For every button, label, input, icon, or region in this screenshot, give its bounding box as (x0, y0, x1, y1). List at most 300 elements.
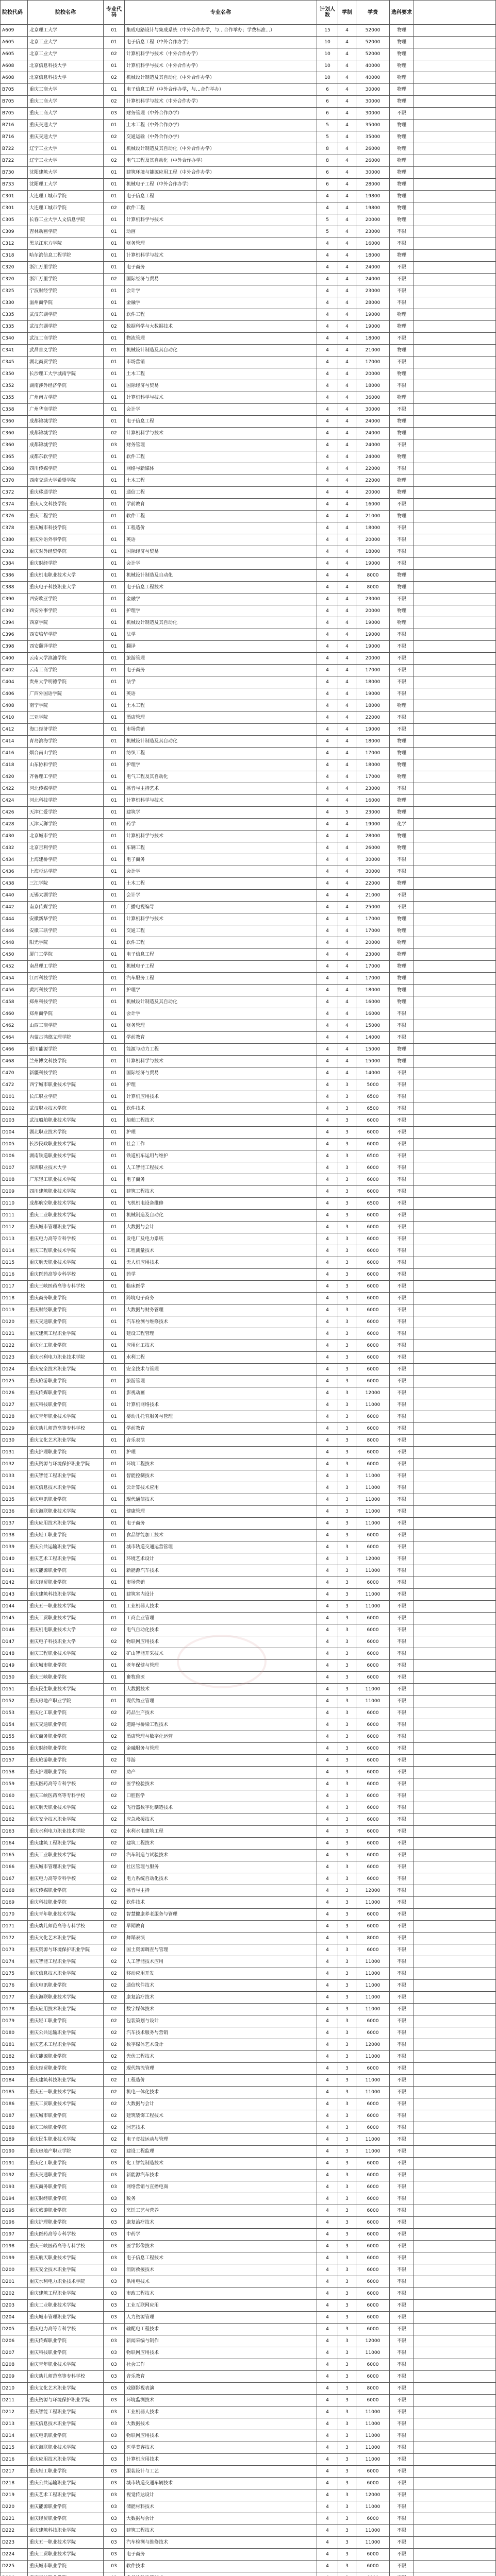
cell-major-code: 03 (104, 2276, 125, 2288)
cell-school-name: 湖南涉外经济学院 (28, 380, 104, 392)
cell-blank (414, 819, 496, 831)
cell-duration: 3 (338, 1423, 356, 1435)
table-row (1, 1790, 496, 1802)
cell-tuition: 6000 (356, 1304, 390, 1316)
cell-school-name: 重庆智能工程职业学院 (28, 1470, 104, 1482)
cell-plan-count: 4 (317, 1613, 338, 1624)
cell-tuition: 6000 (356, 1447, 390, 1459)
cell-subject-requirement: 物理 (390, 321, 414, 333)
cell-duration: 3 (338, 1352, 356, 1364)
cell-school-code: C396 (1, 629, 28, 641)
cell-school-code: D176 (1, 1980, 28, 1992)
cell-plan-count: 10 (317, 72, 338, 84)
cell-blank (414, 925, 496, 937)
cell-plan-count: 4 (317, 819, 338, 831)
header-school-code: 院校代码 (1, 1, 28, 25)
cell-plan-count: 4 (317, 1482, 338, 1494)
cell-tuition: 16000 (356, 499, 390, 511)
cell-duration: 4 (338, 665, 356, 676)
cell-school-code: C370 (1, 475, 28, 487)
cell-school-code: D215 (1, 2442, 28, 2454)
cell-plan-count: 4 (317, 1838, 338, 1850)
cell-major-name: 大数据与会计 (125, 1222, 317, 1233)
cell-blank (414, 238, 496, 250)
cell-major-name: 电子商务 (125, 1518, 317, 1530)
table-row (1, 2418, 496, 2430)
cell-major-name: 汽车技术服务与营销 (125, 2027, 317, 2039)
cell-plan-count: 4 (317, 2217, 338, 2229)
table-row (1, 1992, 496, 2004)
cell-major-code: 01 (104, 1601, 125, 1613)
cell-school-code: D211 (1, 2395, 28, 2406)
cell-blank (414, 2122, 496, 2134)
cell-tuition: 11000 (356, 1897, 390, 1909)
cell-school-code: B730 (1, 167, 28, 179)
cell-duration: 4 (338, 783, 356, 795)
cell-duration (338, 2572, 356, 2576)
cell-duration: 3 (338, 2051, 356, 2063)
cell-school-code: C454 (1, 973, 28, 985)
cell-plan-count: 4 (317, 1897, 338, 1909)
cell-major-name: 社会工作 (125, 1139, 317, 1150)
cell-plan-count: 4 (317, 1648, 338, 1660)
table-row (1, 700, 496, 712)
cell-subject-requirement: 物理 (390, 167, 414, 179)
cell-subject-requirement: 不限 (390, 2288, 414, 2300)
cell-school-name: 北京信息科技大学 (28, 72, 104, 84)
table-row (1, 1293, 496, 1304)
cell-major-name: 土木工程 (125, 368, 317, 380)
cell-blank (414, 1743, 496, 1755)
table-row (1, 108, 496, 120)
cell-tuition: 12000 (356, 1885, 390, 1897)
cell-school-code: D208 (1, 2359, 28, 2371)
cell-subject-requirement: 不限 (390, 783, 414, 795)
cell-blank (414, 1316, 496, 1328)
cell-school-name: 南京传媒学院 (28, 902, 104, 913)
cell-school-name: 重庆安全技术职业学院 (28, 1814, 104, 1826)
cell-school-name: 重庆工商大学 (28, 96, 104, 108)
cell-plan-count: 4 (317, 1399, 338, 1411)
cell-school-name: 重庆电讯职业学院 (28, 2430, 104, 2442)
cell-tuition: 23000 (356, 285, 390, 297)
cell-major-name: 计算机科学与技术 (125, 831, 317, 842)
cell-major-code: 01 (104, 724, 125, 736)
table-row (1, 1802, 496, 1814)
cell-school-name: 北京城市学院 (28, 831, 104, 842)
cell-blank (414, 357, 496, 368)
cell-plan-count: 4 (317, 771, 338, 783)
cell-duration: 3 (338, 2193, 356, 2205)
table-row (1, 191, 496, 202)
cell-school-code: C398 (1, 641, 28, 653)
cell-plan-count: 4 (317, 368, 338, 380)
cell-major-code: 01 (104, 795, 125, 807)
cell-major-name: 智能控制技术 (125, 1470, 317, 1482)
cell-tuition: 6000 (356, 1530, 390, 1541)
cell-blank (414, 1245, 496, 1257)
cell-duration: 3 (338, 1778, 356, 1790)
cell-major-name: 建设工程管理 (125, 1328, 317, 1340)
cell-subject-requirement: 不限 (390, 1850, 414, 1861)
cell-plan-count: 4 (317, 1980, 338, 1992)
cell-major-code: 02 (104, 1814, 125, 1826)
cell-subject-requirement: 物理 (390, 191, 414, 202)
cell-plan-count: 4 (317, 2335, 338, 2347)
cell-major-code: 03 (104, 2489, 125, 2501)
cell-major-code: 03 (104, 2335, 125, 2347)
cell-school-name: 三亚学院 (28, 712, 104, 724)
cell-major-name: 护理 (125, 1079, 317, 1091)
cell-school-code: C301 (1, 191, 28, 202)
cell-school-code: D105 (1, 1139, 28, 1150)
table-row (1, 1696, 496, 1707)
cell-major-name: 铁道机车运用与维护 (125, 1150, 317, 1162)
cell-school-code: C341 (1, 345, 28, 357)
cell-school-code: C406 (1, 688, 28, 700)
cell-school-code: C320 (1, 274, 28, 285)
cell-blank (414, 2229, 496, 2241)
cell-duration: 4 (338, 392, 356, 404)
cell-major-name: 软件工程 (125, 511, 317, 522)
cell-school-code: C352 (1, 380, 28, 392)
cell-duration: 3 (338, 1660, 356, 1672)
cell-plan-count: 4 (317, 1944, 338, 1956)
cell-major-code: 03 (104, 108, 125, 120)
cell-duration: 3 (338, 1174, 356, 1186)
cell-subject-requirement: 不限 (390, 404, 414, 416)
cell-plan-count: 4 (317, 1541, 338, 1553)
cell-plan-count: 4 (317, 1174, 338, 1186)
cell-blank (414, 2264, 496, 2276)
table-row (1, 961, 496, 973)
cell-subject-requirement: 物理 (390, 842, 414, 854)
cell-duration: 4 (338, 534, 356, 546)
cell-school-name: 内蒙古鸿德文理学院 (28, 1032, 104, 1044)
cell-tuition: 6000 (356, 1541, 390, 1553)
cell-subject-requirement: 不限 (390, 439, 414, 451)
cell-subject-requirement: 不限 (390, 499, 414, 511)
cell-major-code: 01 (104, 60, 125, 72)
table-row (1, 2395, 496, 2406)
cell-duration: 3 (338, 1684, 356, 1696)
cell-school-name: 重庆人文科技学院 (28, 499, 104, 511)
cell-major-name: 市场营销 (125, 357, 317, 368)
cell-plan-count: 4 (317, 1056, 338, 1067)
cell-tuition: 30000 (356, 404, 390, 416)
table-row (1, 1411, 496, 1423)
cell-blank (414, 2205, 496, 2217)
cell-tuition: 8000 (356, 2383, 390, 2395)
cell-subject-requirement: 物理 (390, 60, 414, 72)
cell-duration: 3 (338, 1447, 356, 1459)
cell-major-name: 医学影像技术 (125, 2241, 317, 2252)
cell-blank (414, 676, 496, 688)
cell-plan-count: 4 (317, 1032, 338, 1044)
cell-blank (414, 404, 496, 416)
cell-tuition: 26000 (356, 143, 390, 155)
cell-major-code: 01 (104, 463, 125, 475)
cell-tuition: 11000 (356, 1565, 390, 1577)
cell-tuition: 6000 (356, 2312, 390, 2324)
cell-duration: 3 (338, 2561, 356, 2572)
cell-duration: 3 (338, 1861, 356, 1873)
cell-plan-count: 4 (317, 1423, 338, 1435)
cell-duration: 3 (338, 2395, 356, 2406)
cell-subject-requirement: 不限 (390, 522, 414, 534)
cell-duration: 3 (338, 1328, 356, 1340)
cell-blank (414, 1506, 496, 1518)
table-row (1, 1944, 496, 1956)
cell-duration: 3 (338, 2525, 356, 2537)
cell-duration: 4 (338, 48, 356, 60)
cell-subject-requirement: 物理 (390, 84, 414, 96)
cell-blank (414, 60, 496, 72)
cell-blank (414, 2158, 496, 2170)
cell-blank (414, 605, 496, 617)
cell-major-name: 建筑装饰工程技术 (125, 2110, 317, 2122)
table-row (1, 2335, 496, 2347)
cell-blank (414, 1459, 496, 1470)
table-row (1, 1778, 496, 1790)
cell-plan-count: 4 (317, 2110, 338, 2122)
cell-major-code: 02 (104, 2134, 125, 2146)
cell-duration: 3 (338, 2478, 356, 2489)
cell-blank (414, 1885, 496, 1897)
header-tuition: 学费 (356, 1, 390, 25)
table-row (1, 2075, 496, 2087)
cell-plan-count: 4 (317, 1470, 338, 1482)
cell-blank (414, 1364, 496, 1376)
cell-plan-count: 4 (317, 404, 338, 416)
cell-school-code: B705 (1, 108, 28, 120)
cell-blank (414, 1589, 496, 1601)
cell-duration: 3 (338, 2406, 356, 2418)
cell-tuition: 28000 (356, 179, 390, 191)
table-row (1, 1968, 496, 1980)
cell-subject-requirement: 物理 (390, 973, 414, 985)
cell-major-name: 播音与主持 (125, 1885, 317, 1897)
cell-plan-count: 4 (317, 1707, 338, 1719)
cell-major-name: 酒店管理与数字化运营 (125, 1731, 317, 1743)
cell-duration: 3 (338, 1411, 356, 1423)
cell-school-code: D218 (1, 2478, 28, 2489)
cell-blank (414, 2087, 496, 2098)
cell-duration: 3 (338, 1459, 356, 1470)
cell-major-code: 01 (104, 1293, 125, 1304)
cell-duration: 4 (338, 380, 356, 392)
cell-school-name: 重庆三峡职业学院 (28, 1672, 104, 1684)
cell-school-code: C410 (1, 712, 28, 724)
table-row (1, 345, 496, 357)
cell-blank (414, 451, 496, 463)
cell-plan-count: 4 (317, 1127, 338, 1139)
cell-major-name: 社会工作 (125, 2359, 317, 2371)
cell-school-name: 重庆水利电力职业技术学院 (28, 1352, 104, 1364)
cell-subject-requirement: 不限 (390, 1743, 414, 1755)
cell-major-code: 03 (104, 2252, 125, 2264)
table-row (1, 1233, 496, 1245)
table-row (1, 226, 496, 238)
cell-duration: 3 (338, 1992, 356, 2004)
cell-blank (414, 1067, 496, 1079)
cell-school-name: 重庆电子科技职业大学 (28, 1636, 104, 1648)
cell-tuition: 6000 (356, 1802, 390, 1814)
cell-major-code: 01 (104, 1577, 125, 1589)
cell-blank (414, 1210, 496, 1222)
cell-tuition: 16000 (356, 238, 390, 250)
cell-major-name: 旅游管理 (125, 653, 317, 665)
cell-major-name: 计算机科学与技术 (125, 428, 317, 439)
cell-duration: 3 (338, 1162, 356, 1174)
cell-blank (414, 262, 496, 274)
cell-plan-count: 4 (317, 1624, 338, 1636)
cell-major-code: 02 (104, 1968, 125, 1980)
table-row (1, 1056, 496, 1067)
cell-subject-requirement: 物理 (390, 143, 414, 155)
cell-school-name: 大连理工城市学院 (28, 202, 104, 214)
cell-school-code: B722 (1, 155, 28, 167)
cell-major-code: 01 (104, 594, 125, 605)
cell-school-code: C335 (1, 321, 28, 333)
cell-blank (414, 428, 496, 439)
table-row (1, 605, 496, 617)
cell-major-code: 01 (104, 807, 125, 819)
cell-major-code: 02 (104, 1861, 125, 1873)
cell-subject-requirement: 不限 (390, 1968, 414, 1980)
table-row (1, 819, 496, 831)
cell-major-name: 软件技术 (125, 2561, 317, 2572)
cell-major-name: 软件工程 (125, 451, 317, 463)
cell-subject-requirement: 不限 (390, 1091, 414, 1103)
cell-school-name: 重庆能源职业学院 (28, 2501, 104, 2513)
cell-major-name: 烹饪工艺与营养 (125, 2205, 317, 2217)
cell-subject-requirement: 物理 (390, 949, 414, 961)
cell-school-code: D141 (1, 1565, 28, 1577)
cell-school-name: 黑龙江东方学院 (28, 238, 104, 250)
cell-tuition: 6000 (356, 2478, 390, 2489)
cell-blank (414, 309, 496, 321)
cell-plan-count: 4 (317, 333, 338, 345)
cell-school-name: 重庆交通大学 (28, 131, 104, 143)
cell-duration: 3 (338, 1376, 356, 1387)
cell-school-code: D223 (1, 2537, 28, 2549)
table-row (1, 937, 496, 949)
cell-tuition: 6000 (356, 2264, 390, 2276)
table-row (1, 902, 496, 913)
cell-school-name: 重庆护理职业学院 (28, 2217, 104, 2229)
cell-duration: 3 (338, 1933, 356, 1944)
cell-major-code: 01 (104, 1044, 125, 1056)
table-row (1, 1601, 496, 1613)
cell-school-name: 重庆三峡医药高等专科学校 (28, 2241, 104, 2252)
cell-plan-count: 4 (317, 2051, 338, 2063)
cell-school-code: C312 (1, 238, 28, 250)
cell-school-code: D151 (1, 1684, 28, 1696)
cell-major-code: 03 (104, 2525, 125, 2537)
cell-major-name: 医学检验技术 (125, 1778, 317, 1790)
cell-school-code: D200 (1, 2264, 28, 2276)
table-row (1, 1328, 496, 1340)
cell-tuition: 11000 (356, 1696, 390, 1707)
table-row (1, 1091, 496, 1103)
cell-blank (414, 368, 496, 380)
cell-blank (414, 2181, 496, 2193)
table-row (1, 913, 496, 925)
cell-major-name: 工业机器人技术 (125, 1601, 317, 1613)
cell-major-name: 工商企业管理 (125, 1613, 317, 1624)
cell-major-code: 01 (104, 1387, 125, 1399)
cell-school-code: B733 (1, 179, 28, 191)
cell-school-code: D205 (1, 2324, 28, 2335)
cell-major-code: 01 (104, 748, 125, 759)
cell-school-name: 成都锦城学院 (28, 416, 104, 428)
cell-tuition: 19000 (356, 688, 390, 700)
cell-major-code: 02 (104, 2098, 125, 2110)
cell-major-code: 03 (104, 2158, 125, 2170)
cell-duration: 3 (338, 1079, 356, 1091)
cell-school-name: 南昌理工学院 (28, 961, 104, 973)
cell-blank (414, 1352, 496, 1364)
cell-tuition: 6000 (356, 2110, 390, 2122)
table-row (1, 1222, 496, 1233)
cell-school-name: 重庆商务职业学院 (28, 1731, 104, 1743)
cell-duration: 3 (338, 2015, 356, 2027)
cell-school-name: 重庆房地产职业学院 (28, 1696, 104, 1707)
table-row (1, 1518, 496, 1530)
cell-school-name: 重庆青年职业技术学院 (28, 1909, 104, 1921)
cell-subject-requirement: 不限 (390, 2442, 414, 2454)
cell-subject-requirement: 不限 (390, 1707, 414, 1719)
cell-duration: 3 (338, 2181, 356, 2193)
cell-plan-count: 4 (317, 2039, 338, 2051)
table-row (1, 2454, 496, 2466)
cell-school-code: D152 (1, 1696, 28, 1707)
cell-duration: 3 (338, 1222, 356, 1233)
table-row (1, 522, 496, 534)
cell-tuition: 21000 (356, 890, 390, 902)
cell-subject-requirement: 不限 (390, 1980, 414, 1992)
cell-tuition: 20000 (356, 534, 390, 546)
cell-school-code: C382 (1, 546, 28, 558)
cell-school-code: D184 (1, 2075, 28, 2087)
cell-major-code: 01 (104, 416, 125, 428)
cell-school-code: D133 (1, 1470, 28, 1482)
cell-plan-count: 4 (317, 1233, 338, 1245)
cell-subject-requirement: 物理 (390, 250, 414, 262)
cell-school-name: 重庆交通职业学院 (28, 1719, 104, 1731)
cell-tuition: 6000 (356, 2324, 390, 2335)
cell-blank (414, 2489, 496, 2501)
cell-blank (414, 2027, 496, 2039)
cell-school-code: D212 (1, 2406, 28, 2418)
cell-school-code: C392 (1, 605, 28, 617)
cell-duration: 3 (338, 1293, 356, 1304)
cell-plan-count: 4 (317, 321, 338, 333)
cell-duration: 4 (338, 700, 356, 712)
cell-major-code: 01 (104, 890, 125, 902)
cell-blank (414, 558, 496, 570)
cell-school-code: C424 (1, 795, 28, 807)
cell-subject-requirement: 物理 (390, 392, 414, 404)
cell-major-code: 01 (104, 1127, 125, 1139)
cell-duration: 3 (338, 1103, 356, 1115)
cell-major-name: 导游 (125, 1755, 317, 1767)
cell-blank (414, 1648, 496, 1660)
cell-school-code: D130 (1, 1435, 28, 1447)
cell-duration: 4 (338, 748, 356, 759)
table-row (1, 72, 496, 84)
